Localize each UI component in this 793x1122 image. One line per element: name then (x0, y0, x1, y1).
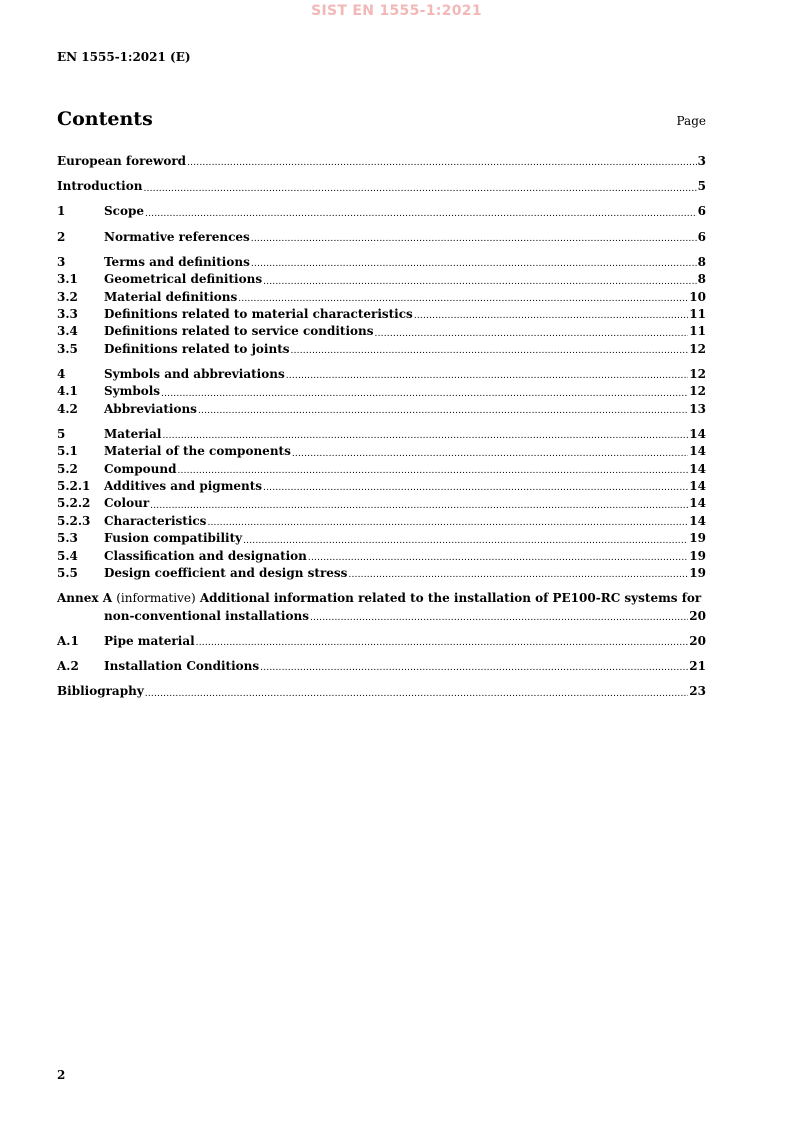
toc-entry-page: 12 (689, 384, 706, 399)
toc-entry-number: 3.1 (57, 272, 78, 287)
toc-entry-number: 5 (57, 426, 66, 441)
toc-entry-number: A.1 (57, 633, 79, 648)
toc-entry-5-2-1[interactable] (57, 478, 706, 495)
toc-entry-2[interactable] (57, 229, 706, 246)
toc-entry-number: 5.4 (57, 548, 78, 563)
toc-leader (143, 182, 696, 196)
toc-entry-foreword[interactable] (57, 153, 706, 170)
toc-entry-page: 5 (697, 179, 706, 194)
toc-entry-a-1[interactable] (57, 633, 706, 650)
toc-entry-number: 3.4 (57, 324, 78, 339)
toc-entry-5-4[interactable] (57, 548, 706, 565)
toc-entry-number: 5.2 (57, 461, 78, 476)
toc-entry-3-1[interactable] (57, 271, 706, 288)
toc-entry-page: 23 (689, 684, 706, 699)
toc-entry-text: Terms and definitions (104, 254, 250, 269)
toc-leader (198, 404, 688, 418)
toc-entry-page: 14 (689, 461, 706, 476)
toc-leader (286, 369, 689, 383)
document-id: EN 1555-1:2021 (E) (57, 50, 191, 64)
toc-entry-text: Material of the components (104, 444, 291, 459)
toc-leader (145, 687, 689, 701)
toc-leader (263, 275, 697, 289)
toc-entry-text: Definitions related to material characteristics (104, 306, 413, 321)
toc-entry-introduction[interactable] (57, 178, 706, 195)
annex-title-line-2 (57, 608, 706, 625)
toc-entry-page: 13 (689, 401, 706, 416)
toc-leader (260, 661, 688, 675)
toc-leader (187, 156, 697, 170)
toc-entry-text: Normative references (104, 229, 250, 244)
toc-entry-number: 1 (57, 204, 66, 219)
toc-entry-4-2[interactable] (57, 401, 706, 418)
toc-entry-a-2[interactable] (57, 658, 706, 675)
toc-entry-3-4[interactable] (57, 323, 706, 340)
toc-entry-number: 2 (57, 229, 66, 244)
toc-entry-3[interactable] (57, 254, 706, 271)
annex-title: Additional information related to the installation of PE100-RC systems for (199, 591, 702, 606)
toc-entry-page: 19 (689, 548, 706, 563)
toc-leader (414, 309, 688, 323)
toc-entry-number: 4.2 (57, 401, 78, 416)
toc-entry-page: 12 (689, 341, 706, 356)
toc-leader (238, 292, 688, 306)
toc-heading (57, 108, 706, 134)
toc-entry-page: 20 (689, 608, 706, 623)
toc-entry-number: 4 (57, 366, 66, 381)
toc-leader (178, 464, 689, 478)
toc-entry-page: 19 (689, 565, 706, 580)
annex-title-continued: non-conventional installations (104, 608, 309, 623)
toc-entry-page: 14 (689, 479, 706, 494)
toc-leader (251, 232, 697, 246)
toc-entry-text: Abbreviations (104, 401, 197, 416)
toc-entry-page: 6 (697, 204, 706, 219)
toc-entry-text: Scope (104, 204, 145, 219)
toc-entry-page: 14 (689, 426, 706, 441)
toc-entry-text: Compound (104, 461, 177, 476)
page-number: 2 (57, 1068, 66, 1082)
toc-entry-text: Classification and designation (104, 548, 307, 563)
toc-leader (263, 481, 688, 495)
toc-leader (207, 516, 688, 530)
toc-leader (150, 499, 688, 513)
annex-title-line-1 (57, 590, 706, 607)
toc-leader (308, 551, 688, 565)
toc-entry-4[interactable] (57, 366, 706, 383)
toc-entry-text: Definitions related to joints (104, 341, 290, 356)
toc-entry-text: Design coefficient and design stress (104, 565, 348, 580)
toc-entry-text: Definitions related to service conditions (104, 324, 374, 339)
toc-entry-page: 3 (697, 154, 706, 168)
toc-leader (375, 327, 689, 341)
toc-entry-5-3[interactable] (57, 530, 706, 547)
toc-entry-text: European foreword (57, 154, 187, 168)
toc-entry-annex-a[interactable] (57, 590, 706, 625)
table-of-contents (57, 153, 706, 701)
toc-leader (243, 534, 688, 548)
toc-entry-number: A.2 (57, 658, 79, 673)
toc-entry-5-1[interactable] (57, 443, 706, 460)
toc-entry-text: Geometrical definitions (104, 272, 263, 287)
toc-entry-bibliography[interactable] (57, 683, 706, 700)
toc-entry-page: 14 (689, 496, 706, 511)
toc-entry-text: Bibliography (57, 684, 144, 699)
toc-entry-text: Colour (104, 496, 150, 511)
toc-entry-number: 3 (57, 254, 66, 269)
toc-entry-4-1[interactable] (57, 383, 706, 400)
toc-entry-number: 3.2 (57, 289, 78, 304)
toc-entry-page: 8 (697, 254, 706, 269)
toc-entry-page: 12 (689, 366, 706, 381)
toc-leader (161, 387, 688, 401)
toc-leader (251, 257, 697, 271)
toc-entry-number: 4.1 (57, 384, 78, 399)
toc-entry-page: 6 (697, 229, 706, 244)
toc-entry-page: 11 (689, 324, 706, 339)
toc-entry-page: 8 (697, 272, 706, 287)
toc-entry-1[interactable] (57, 203, 706, 220)
toc-entry-page: 11 (689, 306, 706, 321)
toc-entry-5-2-3[interactable] (57, 513, 706, 530)
toc-leader (162, 429, 688, 443)
toc-entry-page: 10 (689, 289, 706, 304)
toc-leader (145, 207, 697, 221)
toc-entry-page: 20 (689, 633, 706, 648)
annex-label: Annex A (57, 591, 113, 606)
toc-entry-text: Additives and pigments (104, 479, 263, 494)
toc-entry-page: 14 (689, 513, 706, 528)
toc-entry-number: 5.1 (57, 444, 78, 459)
annex-type: (informative) (116, 591, 196, 606)
toc-leader (348, 568, 688, 582)
toc-entry-5-5[interactable] (57, 565, 706, 582)
toc-entry-5-2[interactable] (57, 461, 706, 478)
toc-entry-number: 5.2.3 (57, 513, 91, 528)
toc-entry-number: 5.3 (57, 531, 78, 546)
toc-entry-5-2-2[interactable] (57, 495, 706, 512)
toc-leader (291, 344, 689, 358)
toc-entry-number: 3.5 (57, 341, 78, 356)
toc-leader (196, 636, 689, 650)
toc-entry-text: Installation Conditions (104, 658, 260, 673)
toc-entry-3-2[interactable] (57, 289, 706, 306)
toc-entry-text: Material (104, 426, 162, 441)
toc-entry-text: Fusion compatibility (104, 531, 243, 546)
toc-entry-5[interactable] (57, 426, 706, 443)
toc-entry-page: 14 (689, 444, 706, 459)
toc-entry-text: Characteristics (104, 513, 207, 528)
watermark: SIST EN 1555-1:2021 (311, 3, 482, 19)
toc-entry-number: 5.5 (57, 565, 78, 580)
toc-entry-text: Introduction (57, 179, 143, 194)
toc-entry-3-3[interactable] (57, 306, 706, 323)
toc-title: Contents (57, 108, 153, 130)
toc-leader (310, 611, 688, 625)
toc-entry-text: Symbols (104, 384, 161, 399)
toc-entry-page: 19 (689, 531, 706, 546)
toc-entry-text: Pipe material (104, 633, 195, 648)
toc-entry-number: 5.2.1 (57, 479, 91, 494)
toc-entry-3-5[interactable] (57, 341, 706, 358)
toc-entry-number: 5.2.2 (57, 496, 91, 511)
toc-leader (292, 447, 688, 461)
toc-entry-text: Material definitions (104, 289, 238, 304)
toc-entry-number: 3.3 (57, 306, 78, 321)
toc-entry-page: 21 (689, 658, 706, 673)
toc-entry-text: Symbols and abbreviations (104, 366, 285, 381)
toc-page-label: Page (676, 114, 706, 128)
